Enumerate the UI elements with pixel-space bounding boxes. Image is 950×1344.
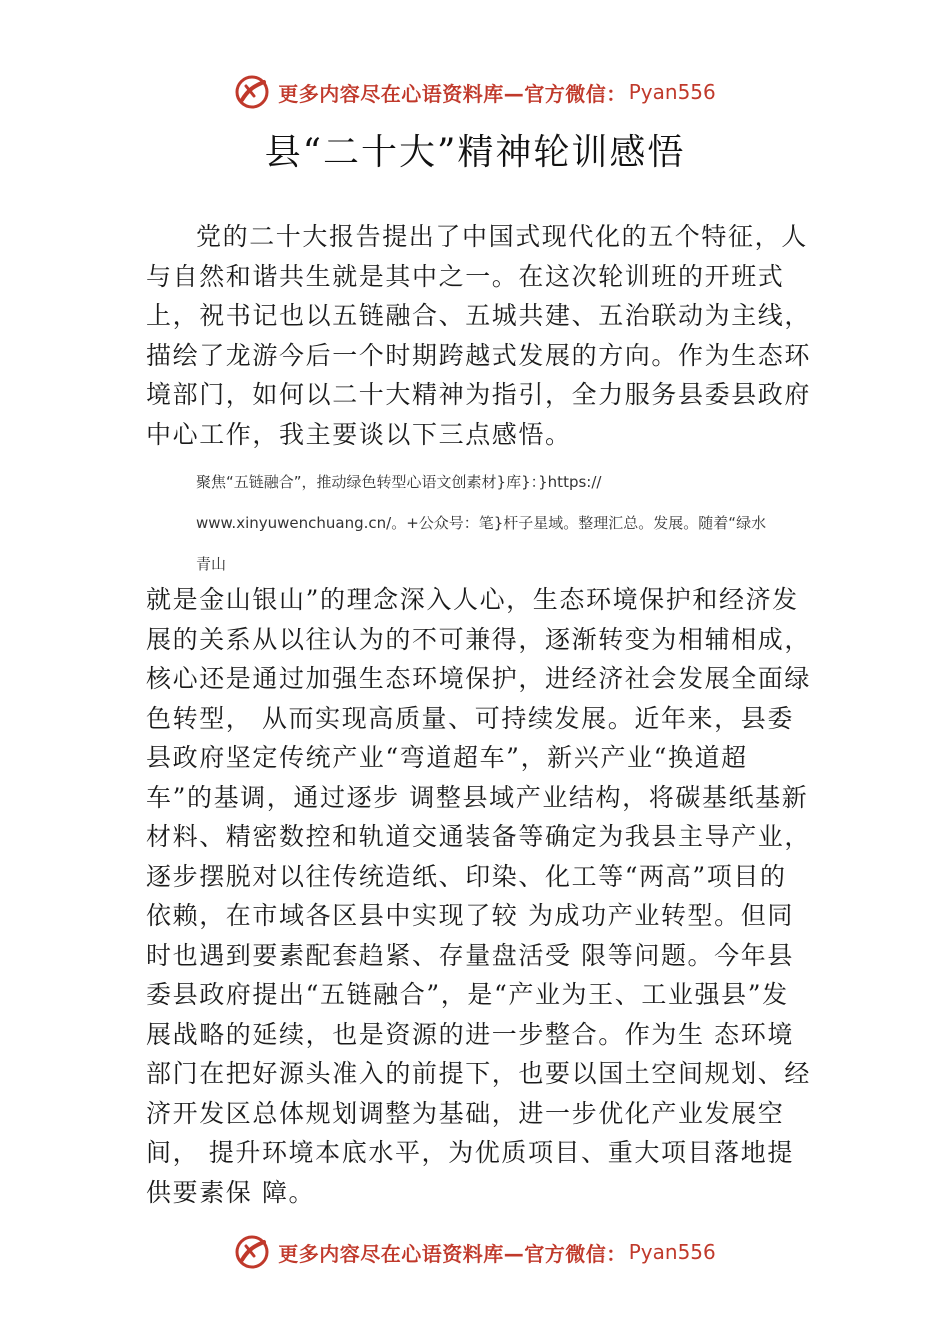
paragraph-1: 党的二十大报告提出了中国式现代化的五个特征，人与自然和谐共生就是其中之一。在这次轮训班的开班式上，祝书记也以五链融合、五城共建、五治联动为主线，描绘了龙游今后一个时期跨越式发展的方向。作为生态环境部门，如何以二十大精神为指引，全力服务县委县政府中心工作，我主要谈以下三点感悟。 bbox=[146, 222, 812, 449]
watermark-line-1: 聚焦“五链融合”，推动绿色转型心语文创素材}库}：}https:// bbox=[196, 473, 602, 491]
brand-logo-icon bbox=[234, 1234, 270, 1270]
header-banner bbox=[0, 72, 950, 112]
brand-logo-icon bbox=[234, 74, 270, 110]
banner-wechat-id: Pyan556 bbox=[628, 80, 716, 104]
footer-banner-wechat-id: Pyan556 bbox=[628, 1240, 716, 1264]
watermark-line-2: www.xinyuwenchuang.cn/。+公众号：笔}杆子星域。整理汇总。发展。随着“绿水 bbox=[196, 514, 767, 532]
watermark-line-3: 青山 bbox=[196, 555, 227, 573]
footer-banner-text: 更多内容尽在心语资料库—官方微信： bbox=[278, 1241, 627, 1266]
document-title: 县“二十大”精神轮训感悟 bbox=[264, 132, 686, 173]
banner-text: 更多内容尽在心语资料库—官方微信： bbox=[278, 81, 627, 106]
footer-banner bbox=[0, 1232, 950, 1272]
paragraph-2: 就是金山银山”的理念深入人心，生态环境保护和经济发展的关系从以往认为的不可兼得，逐渐转变为相辅相成，核心还是通过加强生态环境保护，进经济社会发展全面绿色转型， 从而实现高质量、可持续发展。近年来，县委县政府坚定传统产业“弯道超车”，新兴产业“换道超车”的基调，通过逐步 调整县域产业结构，将碳基纸基新材料、精密数控和轨道交通装备等确定为我县主导产业，逐步摆脱对以往传统造纸、印染、化工等“两高”项目的依赖，在市域各区县中实现了较 为成功产业转型。但同时也遇到要素配套趋紧、存量盘活受 限等问题。今年县委县政府提出“五链融合”，是“产业为王、工业强县”发展战略的延续，也是资源的进一步整合。作为生 态环境部门在把好源头准入的前提下，也要以国土空间规划、经济开发区总体规划调整为基础，进一步优化产业发展空间， 提升环境本底水平，为优质项目、重大项目落地提供要素保 障。 bbox=[146, 585, 812, 1207]
